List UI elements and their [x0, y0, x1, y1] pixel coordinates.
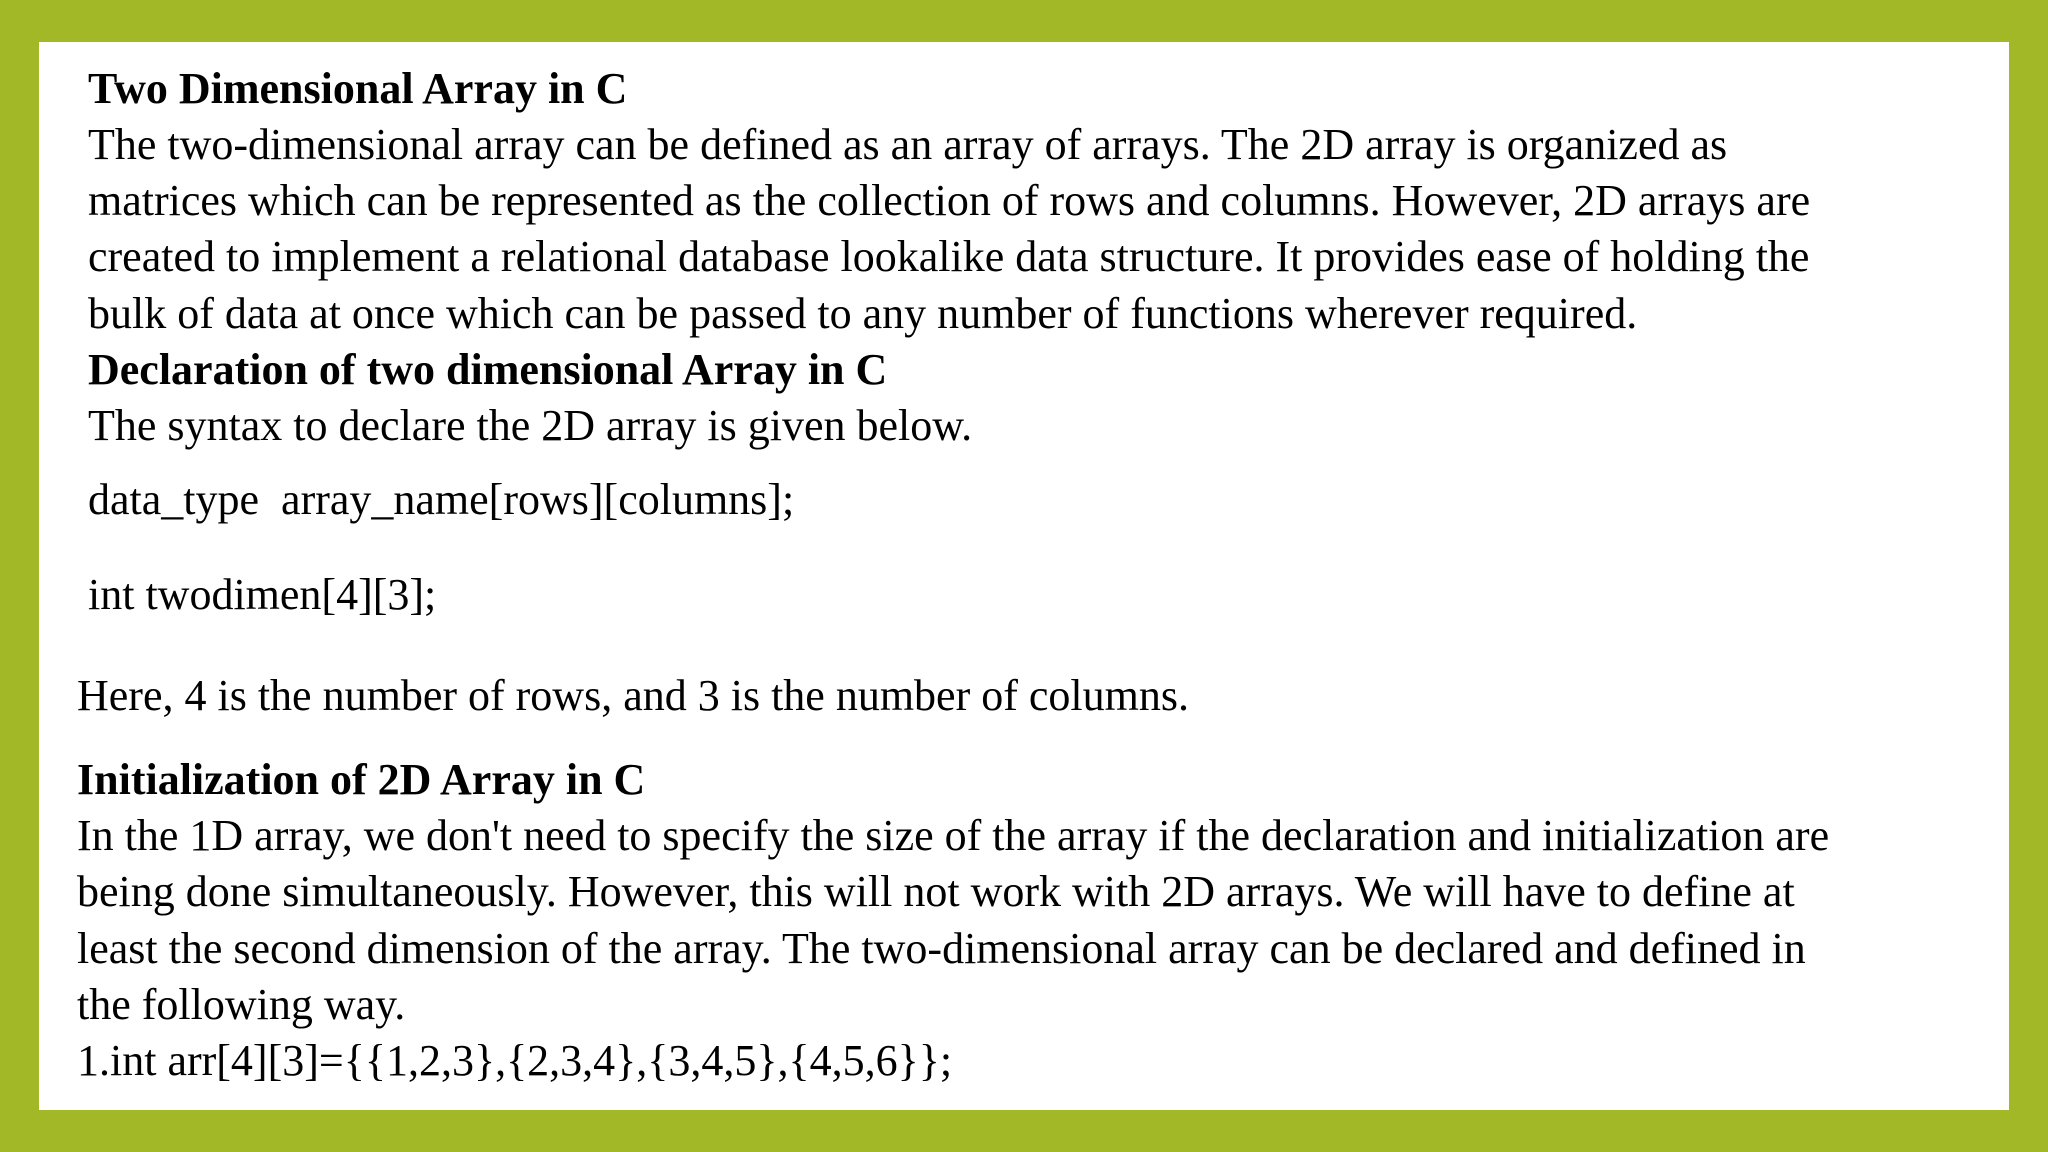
syntax-code: data_type array_name[rows][columns]; [88, 475, 795, 524]
paragraph-line: least the second dimension of the array. The two-dimensional array can be declared and defined in [77, 924, 1806, 973]
heading-declaration: Declaration of two dimensional Array in C [88, 345, 888, 394]
paragraph-line: In the 1D array, we don't need to specify the size of the array if the declaration and initialization are [77, 811, 1830, 860]
example-code: int twodimen[4][3]; [88, 570, 437, 619]
paragraph-line: bulk of data at once which can be passed to any number of functions wherever required. [88, 289, 1638, 338]
paragraph-line: created to implement a relational database lookalike data structure. It provides ease of holding the [88, 232, 1810, 281]
heading-two-dimensional-array: Two Dimensional Array in C [88, 64, 628, 113]
declaration-intro: The syntax to declare the 2D array is given below. [88, 401, 973, 450]
paragraph-line: matrices which can be represented as the collection of rows and columns. However, 2D arrays are [88, 176, 1811, 225]
slide-content [39, 42, 2009, 1110]
paragraph-line: The two-dimensional array can be defined as an array of arrays. The 2D array is organized as [88, 120, 1728, 169]
initialization-code: 1.int arr[4][3]={{1,2,3},{2,3,4},{3,4,5},{4,5,6}}; [77, 1036, 953, 1085]
paragraph-line: the following way. [77, 980, 406, 1029]
paragraph-line: being done simultaneously. However, this will not work with 2D arrays. We will have to define at [77, 867, 1795, 916]
heading-initialization: Initialization of 2D Array in C [77, 755, 646, 804]
declaration-explanation: Here, 4 is the number of rows, and 3 is the number of columns. [77, 671, 1189, 720]
